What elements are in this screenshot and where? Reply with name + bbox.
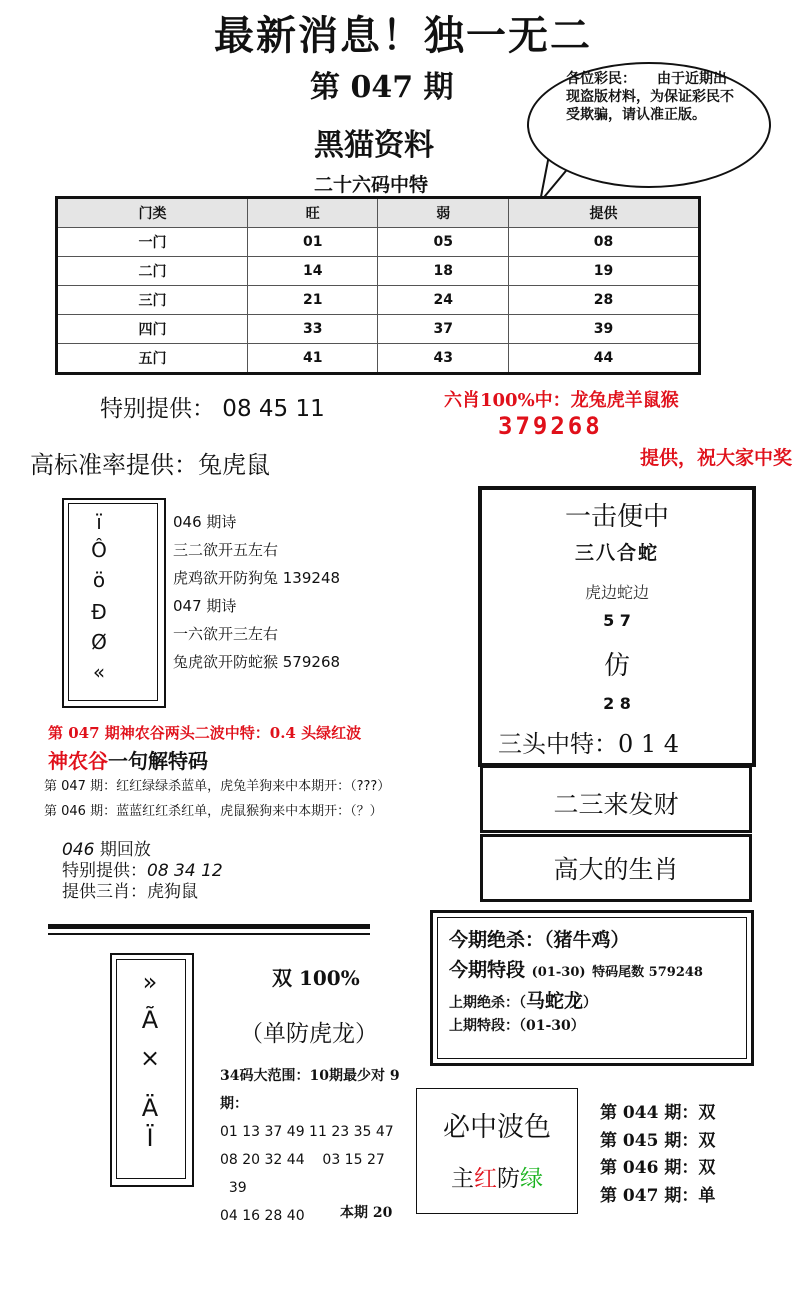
table-cell: 39 xyxy=(508,315,699,344)
table-cell: 37 xyxy=(378,315,508,344)
review-block xyxy=(62,840,223,903)
review-special-value: 08 34 12 xyxy=(147,861,223,881)
divider xyxy=(48,933,370,935)
review-three-label: 提供三肖： xyxy=(62,882,147,902)
hit-hint: 虎边蛇边 xyxy=(584,583,649,602)
danfang-text: （单防虎龙） xyxy=(240,1021,378,1047)
publication-name: 黑猫资料 xyxy=(314,128,434,163)
poem-list xyxy=(173,508,340,676)
hit-santou: 三头中特：0 1 4 xyxy=(498,730,680,758)
glyph: « xyxy=(92,660,106,684)
hit-numbers-1: 5 7 xyxy=(603,611,631,630)
kill-line-2 xyxy=(449,955,703,982)
table-row xyxy=(57,344,700,374)
line-047: 第 047 期：红红绿绿杀蓝单，虎兔羊狗来中本期开：（???） xyxy=(44,779,391,794)
poem-line: 047 期诗 xyxy=(173,597,237,615)
wave-zhu: 主 xyxy=(451,1166,474,1192)
kill-line-1: 今期绝杀：（猪牛鸡） xyxy=(449,929,630,951)
hit-fang: 仿 xyxy=(603,651,630,681)
hit-subtitle: 三八合蛇 xyxy=(574,542,659,564)
hit-title: 一击便中 xyxy=(564,502,669,532)
poem-line: 兔虎欲开防蛇猴 579268 xyxy=(173,653,341,671)
period-item: 第 047 期：单 xyxy=(600,1185,716,1206)
kill-line-2a: 今期特段 xyxy=(449,959,526,981)
glyph: ö xyxy=(92,568,106,592)
table-row xyxy=(57,286,700,315)
divider xyxy=(48,924,370,929)
range-line: 04 16 28 40 xyxy=(220,1208,305,1224)
table-cell: 05 xyxy=(378,228,508,257)
glyph: Ô xyxy=(91,538,107,562)
table-row xyxy=(57,228,700,257)
glyph: » xyxy=(142,968,158,996)
page-title: 最新消息！独一无二 xyxy=(214,12,592,59)
high-accuracy: 高标准率提供：兔虎鼠 xyxy=(30,451,270,479)
table-header-row xyxy=(57,198,700,228)
gaoda-text: 高大的生肖 xyxy=(553,855,679,884)
shennong-line: 第 047 期神农谷两头二波中特：0.4 头绿红波 xyxy=(48,724,362,742)
poem-line: 046 期诗 xyxy=(173,513,237,531)
notice-text: 各位彩民： 由于近期出现盗版材料，为保证彩民不受欺骗，请认准正版。 xyxy=(566,71,734,123)
wave-red: 红 xyxy=(474,1166,497,1192)
table-cell: 44 xyxy=(508,344,699,374)
glyph: Ø xyxy=(91,630,107,654)
table-row xyxy=(57,257,700,286)
review-three-value: 虎狗鼠 xyxy=(147,882,198,902)
table-header: 弱 xyxy=(378,198,508,228)
table-cell: 01 xyxy=(248,228,378,257)
six-zodiac: 六肖100%中：龙兔虎羊鼠猴 xyxy=(444,390,679,411)
line-046: 第 046 期：蓝蓝红红杀红单，虎鼠猴狗来中本期开：（？） xyxy=(44,804,383,819)
review-special xyxy=(62,861,223,882)
table-cell: 19 xyxy=(508,257,699,286)
kill-line-2c: 特码尾数 579248 xyxy=(592,965,703,980)
review-special-label: 特别提供： xyxy=(62,861,147,881)
table-cell: 五门 xyxy=(57,344,248,374)
table-cell: 一门 xyxy=(57,228,248,257)
kill-line-4: 上期特段：（01-30） xyxy=(449,1018,585,1034)
review-three xyxy=(62,882,223,903)
wave-colors xyxy=(416,1160,578,1193)
glyph: Ð xyxy=(91,600,107,624)
period-list xyxy=(600,1100,715,1210)
period-item: 第 045 期：双 xyxy=(600,1130,716,1151)
table-row xyxy=(57,315,700,344)
issue-number: 第 047 期 xyxy=(310,70,454,105)
glyph: Ã xyxy=(141,1006,159,1034)
table-cell: 24 xyxy=(378,286,508,315)
shennong-title-rest: 一句解特码 xyxy=(108,749,208,773)
range-title: 34码大范围：10期最少对 9期： xyxy=(220,1068,400,1112)
six-numbers: 379268 xyxy=(498,412,603,440)
table-cell: 三门 xyxy=(57,286,248,315)
poem-line: 三二欲开五左右 xyxy=(173,541,279,559)
glyph: Ï xyxy=(146,1124,154,1152)
wave-title: 必中波色 xyxy=(443,1112,551,1143)
kill-line-2b: (01-30) xyxy=(531,965,586,980)
glyph: Ä xyxy=(141,1094,159,1122)
wish-text: 提供，祝大家中奖 xyxy=(640,447,793,469)
er-san-text: 二三来发财 xyxy=(553,790,679,819)
shennong-title-red: 神农谷 xyxy=(48,749,108,773)
table-cell: 18 xyxy=(378,257,508,286)
range-line: 01 13 37 49 11 23 35 47 xyxy=(220,1124,394,1140)
table-cell: 33 xyxy=(248,315,378,344)
kill-line-3c: ） xyxy=(583,995,598,1011)
review-issue: 046 xyxy=(62,840,95,860)
subtitle: 二十六码中特 xyxy=(314,174,429,196)
glyph: × xyxy=(139,1044,161,1072)
table-cell: 28 xyxy=(508,286,699,315)
wave-green: 绿 xyxy=(520,1166,543,1192)
table-cell: 四门 xyxy=(57,315,248,344)
kill-line-3 xyxy=(449,986,597,1013)
range-line: 08 20 32 44 03 15 27 xyxy=(220,1152,385,1168)
table-header: 旺 xyxy=(248,198,378,228)
table-header: 门类 xyxy=(57,198,248,228)
table-cell: 41 xyxy=(248,344,378,374)
review-suffix: 期回放 xyxy=(94,840,151,860)
benqi-text: 本期 20 xyxy=(340,1205,393,1221)
table-cell: 14 xyxy=(248,257,378,286)
wave-fang: 防 xyxy=(497,1166,520,1192)
table-header: 提供 xyxy=(508,198,699,228)
table-cell: 21 xyxy=(248,286,378,315)
poem-line: 一六欲开三左右 xyxy=(173,625,279,643)
hit-numbers-2: 2 8 xyxy=(603,694,631,713)
kill-line-3a: 上期绝杀：（ xyxy=(449,995,526,1011)
table-cell: 08 xyxy=(508,228,699,257)
period-item: 第 046 期：双 xyxy=(600,1158,716,1178)
poem-line: 虎鸡欲开防狗兔 139248 xyxy=(173,569,341,587)
period-item: 第 044 期：双 xyxy=(600,1103,716,1123)
table-cell: 43 xyxy=(378,344,508,374)
shuang-text: 双 100% xyxy=(272,966,360,990)
range-line: 39 xyxy=(220,1180,247,1196)
table-cell: 二门 xyxy=(57,257,248,286)
review-title xyxy=(62,840,223,861)
kill-line-3b: 马蛇龙 xyxy=(526,990,584,1012)
number-table xyxy=(55,196,701,375)
special-provide: 特别提供： 08 45 11 xyxy=(100,396,325,422)
glyph: ï xyxy=(96,510,102,534)
shennong-title xyxy=(48,745,208,774)
